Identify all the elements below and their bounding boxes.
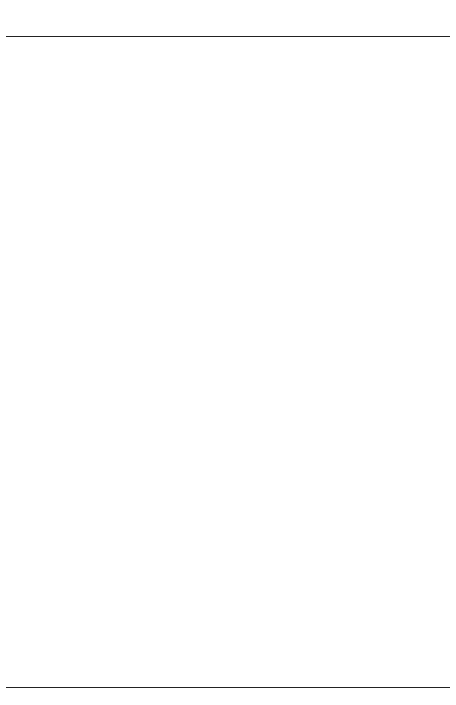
clipped-next-article-line	[0, 690, 456, 705]
article-headline	[0, 16, 456, 36]
headline-divider	[6, 36, 450, 37]
article-body	[6, 38, 450, 40]
clipped-previous-article-line	[0, 0, 456, 16]
footer-divider	[6, 687, 450, 688]
